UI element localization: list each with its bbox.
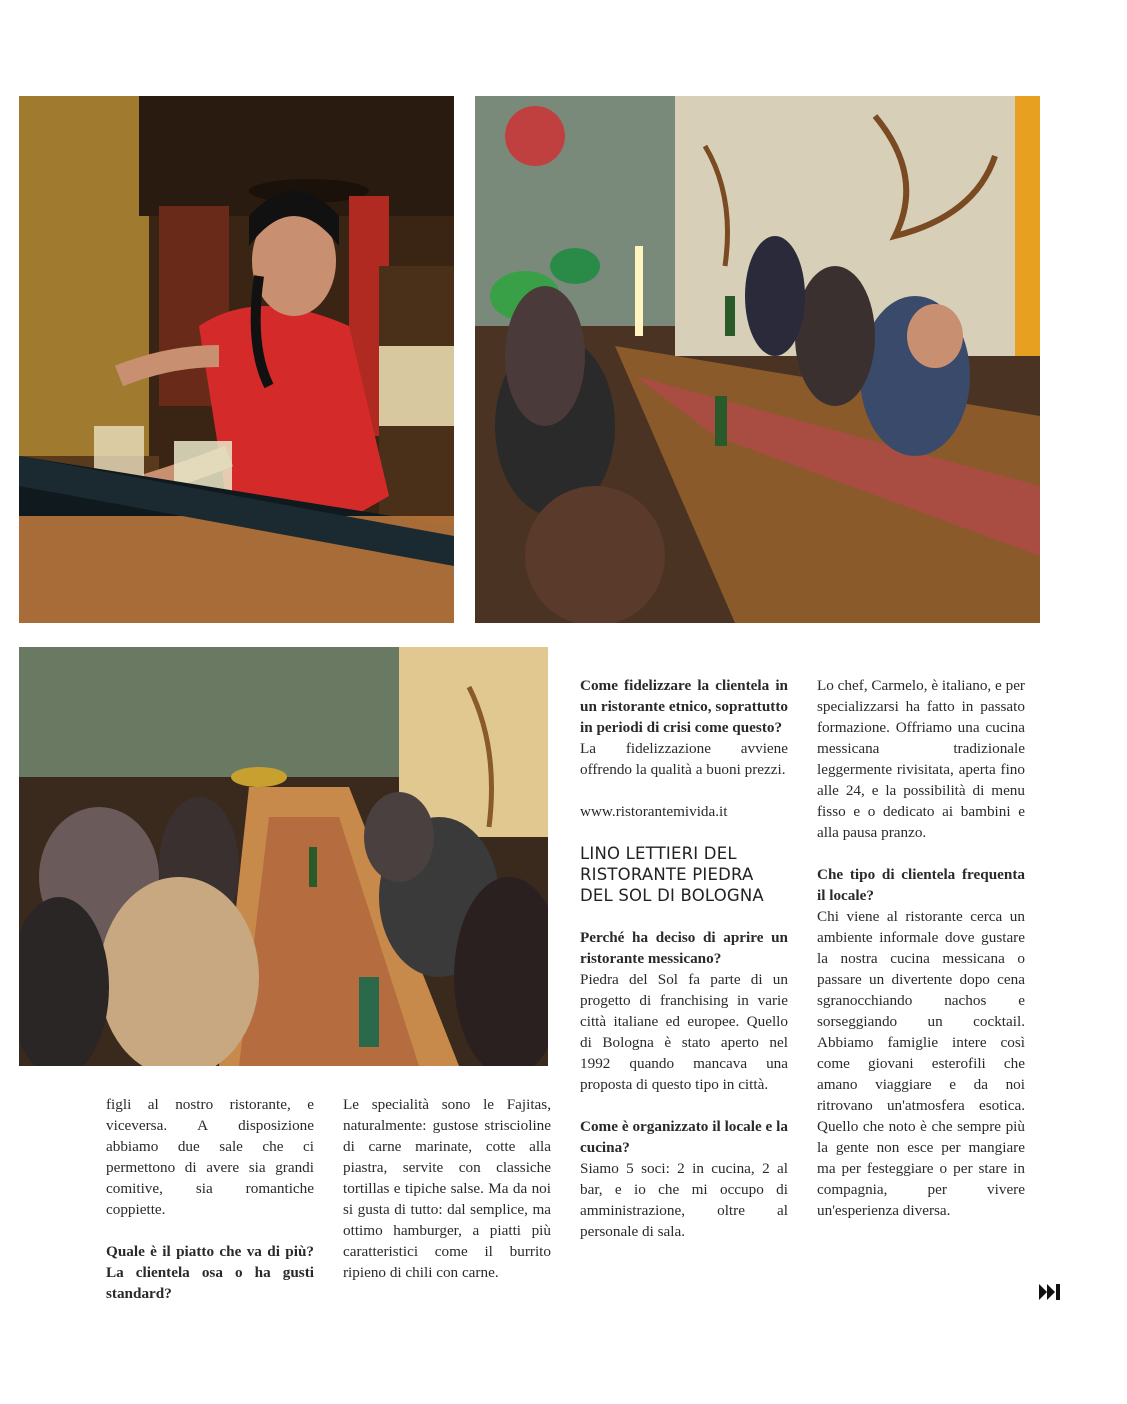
paragraph: Le specialità sono le Fajitas, naturalmente: gustose striscioline di carne marinate, cotte alla piastra, servite con classiche tortillas e tipiche salse. Ma da noi si gusta di tutto: dal semplice, ma ottimo hamburger, a piatti più caratteristici come il burrito ripieno di chili con carne. — [343, 1096, 551, 1281]
answer: Siamo 5 soci: 2 in cucina, 2 al bar, e io che mi occupo di amministrazione, oltre al personale di sala. — [580, 1160, 788, 1240]
article-column-2 — [343, 1094, 551, 1283]
answer: La fidelizzazione avviene offrendo la qualità a buoni prezzi. — [580, 740, 788, 778]
question: Perché ha deciso di aprire un ristorante messicano? — [580, 929, 788, 967]
bartender-photo — [19, 96, 454, 623]
question: Quale è il piatto che va di più? La clientela osa o ha gusti standard? — [106, 1243, 314, 1302]
article-column-3 — [580, 675, 788, 1242]
question: Come è organizzato il locale e la cucina? — [580, 1118, 788, 1156]
answer: Piedra del Sol fa parte di un progetto di franchising in varie città italiane ed europee. Quello di Bologna è stato aperto nel 1992 quando mancava una proposta di questo tipo in città. — [580, 971, 788, 1093]
paragraph: Lo chef, Carmelo, è italiano, e per specializzarsi ha fatto in passato formazione. Offriamo una cucina messicana tradizionale leggermente rivisitata, aperta fino alle 24, e la possibilità di menu fisso e o dedicato ai bambini e alla pausa pranzo. — [817, 677, 1025, 841]
website-url: www.ristorantemivida.it — [580, 803, 728, 820]
section-heading: LINO LETTIERI DEL RISTORANTE PIEDRA DEL SOL DI BOLOGNA — [580, 844, 764, 905]
question: Come fidelizzare la clientela in un ristorante etnico, soprattutto in periodi di crisi come questo? — [580, 677, 788, 736]
article-column-4 — [817, 675, 1025, 1221]
question: Che tipo di clientela frequenta il locale? — [817, 866, 1025, 904]
dinner-table-photo — [475, 96, 1040, 623]
answer: Chi viene al ristorante cerca un ambiente informale dove gustare la nostra cucina messicana o passare un divertente dopo cena sgranocchiando nachos e sorseggiando un cocktail. Abbiamo famiglie intere così come giovani esterofili che amano viaggiare e da noi ritrovano un'atmosfera esotica. Quello che noto è che sempre più la gente non esce per mangiare ma per festeggiare o per stare in compagnia, per vivere un'esperienza diversa. — [817, 908, 1025, 1219]
fast-forward-icon — [1039, 1284, 1061, 1300]
dining-room-photo — [19, 647, 548, 1066]
article-column-1 — [106, 1094, 314, 1304]
paragraph: figli al nostro ristorante, e viceversa. A disposizione abbiamo due sale che ci permettono di avere sia grandi comitive, sia romantiche coppiette. — [106, 1096, 314, 1218]
